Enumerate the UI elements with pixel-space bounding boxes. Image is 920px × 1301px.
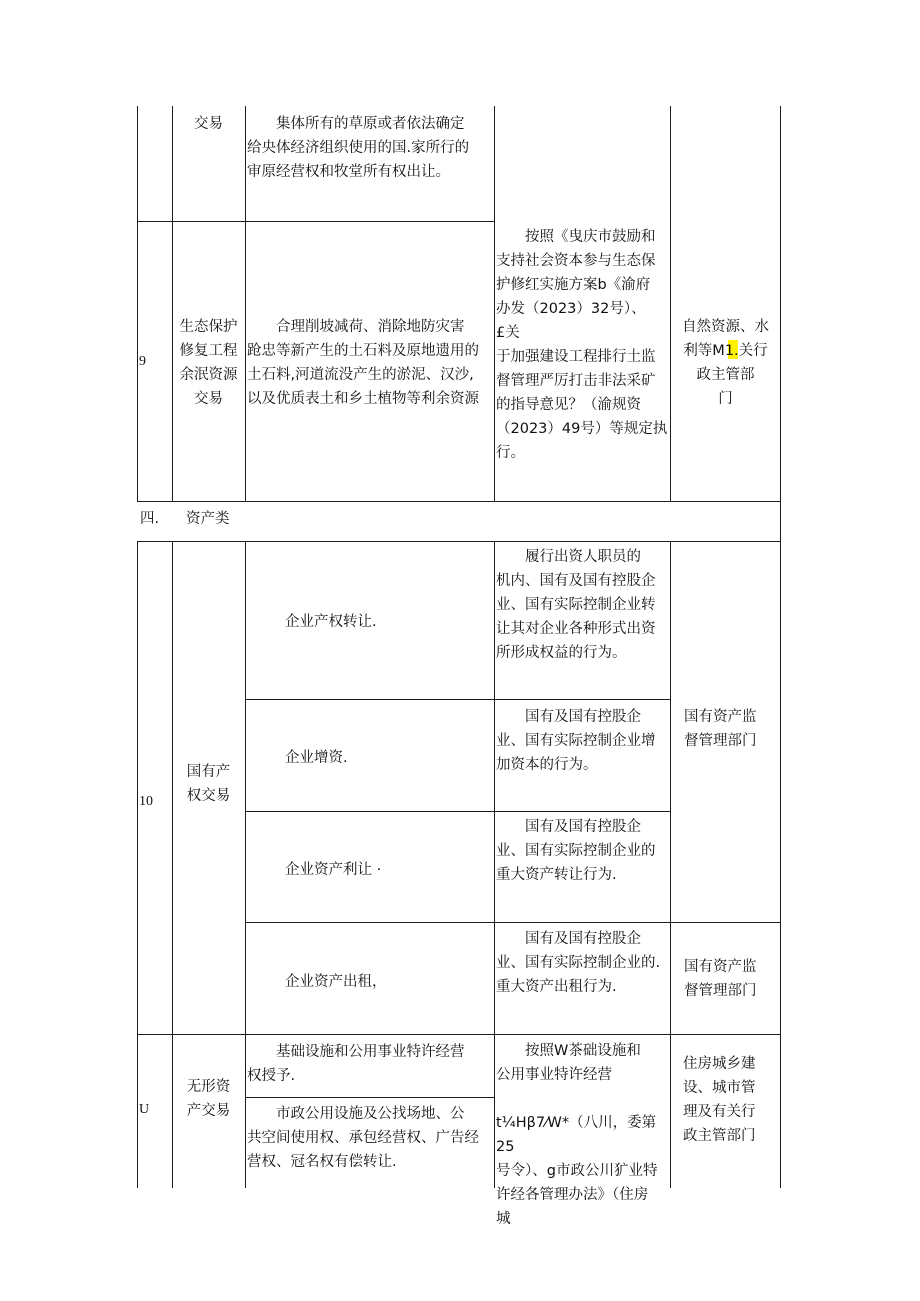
row-9-legal-basis: 按照《曳庆市鼓励和 支持社会资本参与生态保 护修红实施方案b《渝府 办发（2023）32号）、£关 于加强建设工程排行土监 督管理严厉打击非法采矿 的指导意见？（渝规资 （2023）49号）等规定执 行。 (496, 229, 668, 461)
row-10-item-4-description: 企业资产出租， (285, 974, 387, 990)
row-11-number: U (139, 1102, 150, 1117)
row-divider (137, 1034, 781, 1035)
row-10-item-2-legal-basis: 国有及国有控股企 业、国有实际控制企业增 加资本的行为。 (496, 709, 656, 773)
row-9-description: 合理削坡减荷、消除地防灾害 跄忠等新产生的土石料及原地遗用的 土石料,河道流没产生的淤泥、汉沙, 以及优质表土和乡土植物等利余资源 (247, 319, 479, 407)
row-8-name: 交易 (194, 116, 223, 132)
row-divider (245, 699, 671, 700)
row-divider (245, 811, 671, 812)
column-divider-desc (245, 541, 246, 1188)
row-10-item-2-description: 企业增资. (285, 750, 348, 766)
row-divider (245, 922, 781, 923)
row-10-department-1: 国有资产监 督管理部门 (684, 709, 757, 749)
column-divider-basis (494, 106, 495, 502)
table-left-border (137, 541, 138, 1188)
row-divider (137, 221, 494, 222)
row-divider (137, 541, 781, 542)
row-10-item-1-legal-basis: 履行出资人职员的 机内、国有及国有控股企 业、国有实际控制企业转 让其对企业各种形式出资 所形成权益的行为。 (496, 549, 656, 661)
row-divider (137, 501, 781, 502)
row-10-number: 10 (139, 794, 153, 809)
row-10-item-3-description: 企业资产利让 · (285, 862, 382, 878)
section-title: 资产类 (186, 511, 230, 527)
table-left-border (137, 106, 138, 502)
row-divider (245, 1097, 495, 1098)
column-divider-dept (670, 106, 671, 502)
row-11-department: 住房城乡建 设、城市管 理及有关行 政主管部门 (683, 1056, 756, 1144)
section-number: 四. (140, 511, 160, 527)
row-11-legal-basis: 按照W茶础设施和 公用事业特许经营 t¼Hβ7⁄W*（八川，委第25 号令）、g市政公川犷业特 许经各管理办法》（住房 城 (496, 1043, 658, 1227)
row-9-number: 9 (139, 354, 146, 369)
table-right-border (780, 106, 781, 1188)
row-11-description-1: 基础设施和公用事业特许经营 权授予. (247, 1044, 465, 1084)
column-divider-name (172, 106, 173, 502)
row-11-description-2: 市政公用设施及公找场地、公 共空间使用权、承包经营权、广告经 营权、冠名权有偿转让. (247, 1106, 479, 1170)
row-10-item-4-legal-basis: 国有及国有控股企 业、国有实际控制企业的. 重大资产出租行为. (496, 931, 661, 995)
row-10-item-3-legal-basis: 国有及国有控股企 业、国有实际控制企业的 重大资产转让行为. (496, 819, 656, 883)
column-divider-desc (245, 106, 246, 502)
row-8-description: 集体所有的草原或者依法确定 给央体经济组织使用的国.家所行的 审原经营权和牧堂所有权出让。 (247, 116, 470, 180)
row-10-department-2: 国有资产监 督管理部门 (684, 959, 757, 999)
column-divider-basis (494, 541, 495, 1188)
row-9-name: 生态保护 修复工程 余泯资源 交易 (179, 319, 238, 407)
row-9-department: 自然资源、水 利等M1.关行 政主管部 门 (682, 319, 769, 407)
row-11-name: 无形资 产交易 (186, 1079, 231, 1119)
row-10-name: 国有产 权交易 (186, 764, 231, 804)
row-10-item-1-description: 企业产权转让. (285, 614, 377, 630)
column-divider-dept (670, 541, 671, 1188)
